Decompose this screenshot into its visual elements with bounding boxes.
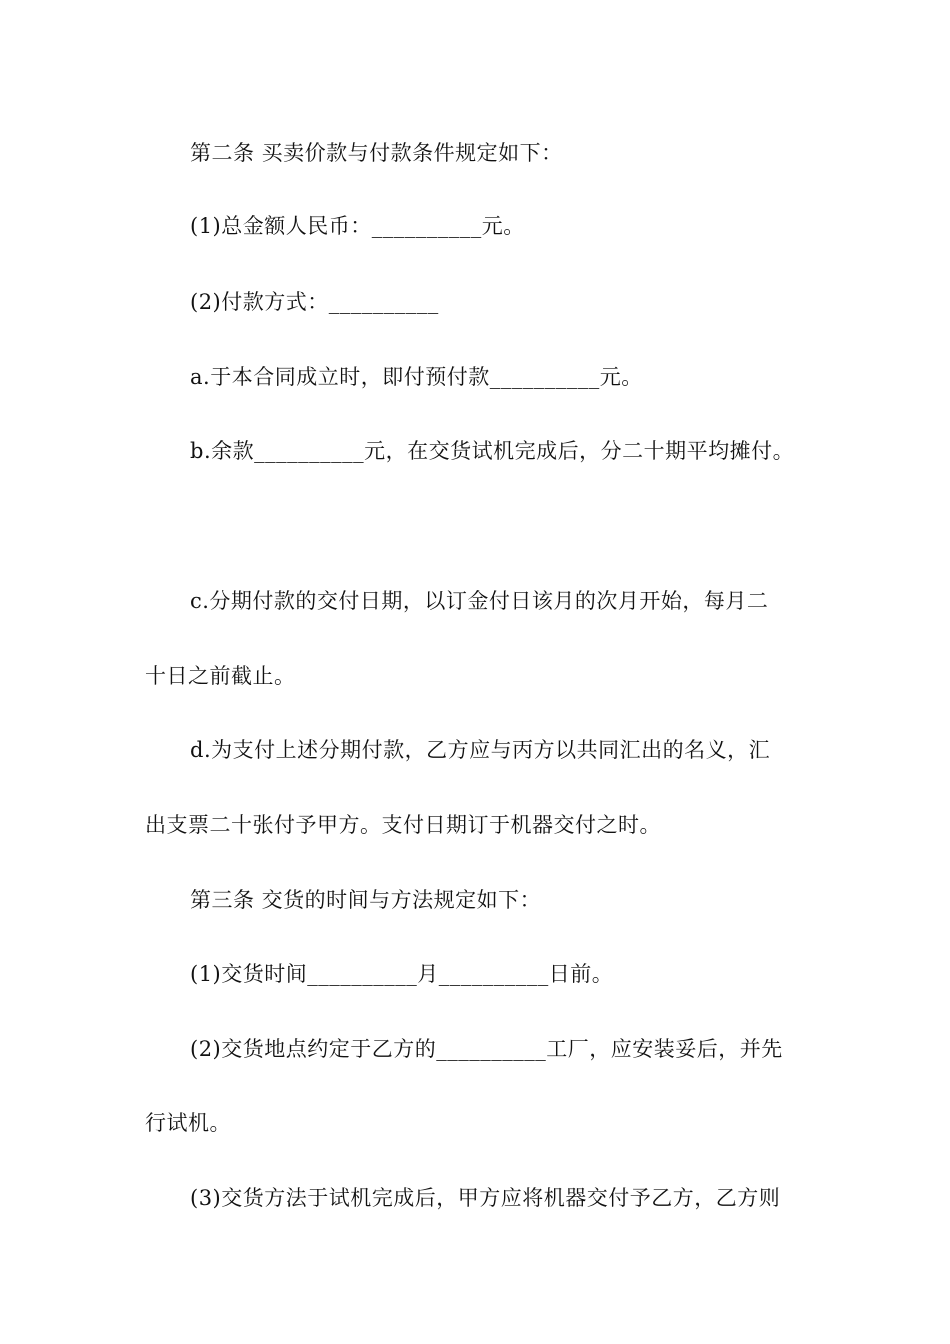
clause-balance: b.余款__________元，在交货试机完成后，分二十期平均摊付。: [190, 439, 795, 463]
clause-checks-cont: 出支票二十张付予甲方。支付日期订于机器交付之时。: [145, 813, 661, 837]
article-3-heading: 第三条 交货的时间与方法规定如下：: [190, 888, 542, 912]
clause-delivery-place-cont: 行试机。: [145, 1111, 231, 1135]
clause-installment-date-cont: 十日之前截止。: [145, 664, 296, 688]
clause-checks: d.为支付上述分期付款，乙方应与丙方以共同汇出的名义，汇: [190, 738, 771, 762]
clause-delivery-method: (3)交货方法于试机完成后，甲方应将机器交付予乙方，乙方则: [190, 1186, 781, 1210]
clause-delivery-time: (1)交货时间__________月__________日前。: [190, 962, 614, 986]
clause-delivery-place: (2)交货地点约定于乙方的__________工厂，应安装妥后，并先: [190, 1037, 783, 1061]
article-2-heading: 第二条 买卖价款与付款条件规定如下：: [190, 141, 563, 165]
clause-total-amount: (1)总金额人民币：__________元。: [190, 214, 525, 238]
clause-installment-date: c.分期付款的交付日期，以订金付日该月的次月开始，每月二: [190, 589, 769, 613]
clause-prepayment: a.于本合同成立时，即付预付款__________元。: [190, 365, 643, 389]
clause-payment-method: (2)付款方式：__________: [190, 290, 439, 314]
